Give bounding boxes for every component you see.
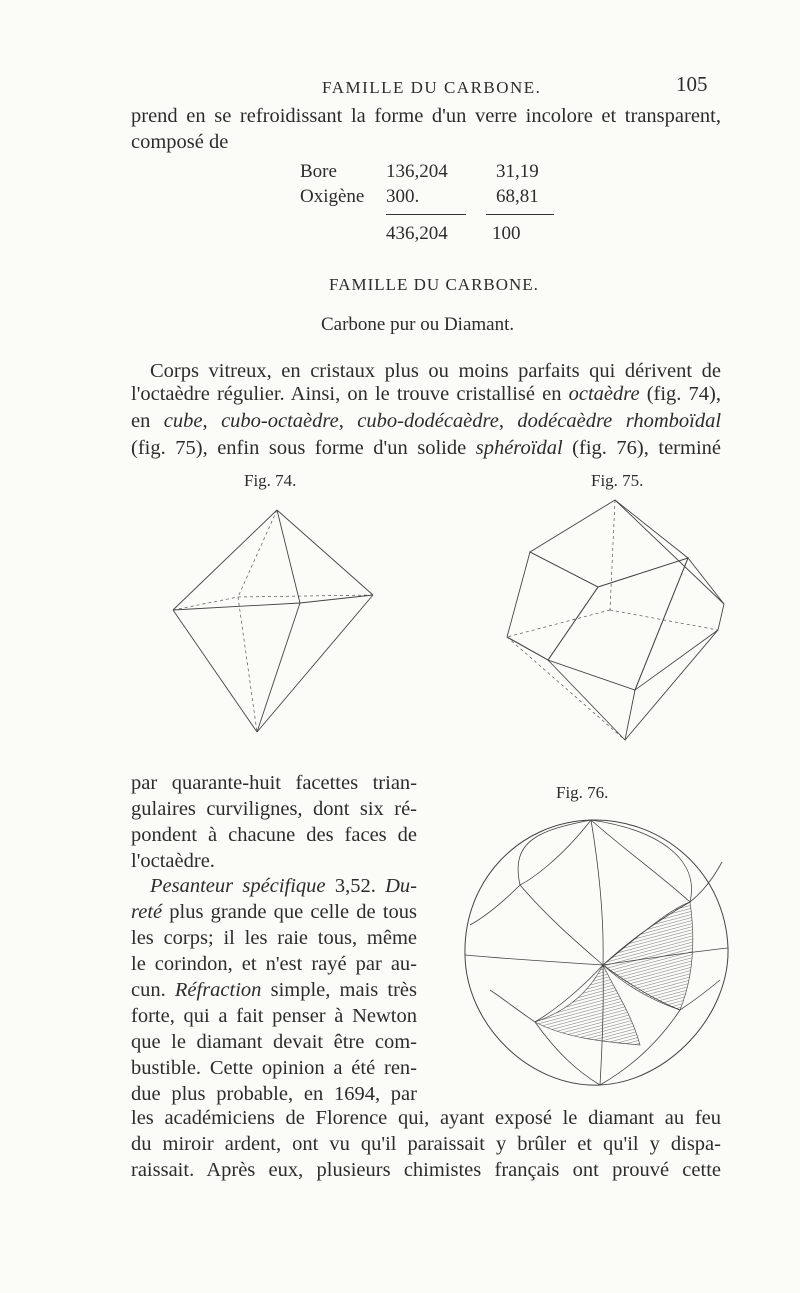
section-subtitle: Carbone pur ou Diamant. bbox=[321, 314, 515, 335]
table-total-weight: 436,204 bbox=[386, 223, 448, 244]
paragraph-line: l'octaèdre régulier. Ainsi, on le trouve cristallisé en octaèdre (fig. 74), bbox=[131, 383, 722, 405]
fig76-label: Fig. 76. bbox=[556, 783, 609, 802]
table-total-percent: 100 bbox=[492, 223, 521, 244]
paragraph-line: pondent à chacune des faces de bbox=[131, 824, 417, 846]
fig75-label: Fig. 75. bbox=[591, 471, 644, 490]
paragraph-line: forte, qui a fait penser à Newton bbox=[131, 1005, 417, 1027]
paragraph-line: due plus probable, en 1694, par bbox=[131, 1083, 417, 1105]
paragraph-line: Pesanteur spécifique 3,52. Du- bbox=[150, 875, 418, 897]
table-row-percent: 68,81 bbox=[496, 186, 539, 207]
intro-line-2: composé de bbox=[131, 131, 229, 153]
table-row-weight: 136,204 bbox=[386, 161, 448, 182]
sum-rule bbox=[386, 214, 466, 215]
table-row-element: Bore bbox=[300, 161, 337, 182]
paragraph-line: l'octaèdre. bbox=[131, 850, 215, 872]
paragraph-line: les académiciens de Florence qui, ayant exposé le diamant au feu bbox=[131, 1107, 721, 1129]
paragraph-line: bustible. Cette opinion a été ren- bbox=[131, 1057, 417, 1079]
table-row-weight: 300. bbox=[386, 186, 420, 207]
section-title: FAMILLE DU CARBONE. bbox=[329, 275, 539, 294]
octahedron-figure bbox=[160, 500, 390, 740]
paragraph-line: gulaires curvilignes, dont six ré- bbox=[131, 798, 417, 820]
paragraph-line: les corps; il les raie tous, même bbox=[131, 927, 417, 949]
fig74-label: Fig. 74. bbox=[244, 471, 297, 490]
spheroid-figure bbox=[458, 815, 748, 1090]
table-row-percent: 31,19 bbox=[496, 161, 539, 182]
paragraph-line: du miroir ardent, ont vu qu'il paraissait y brûler et qu'il y dispa- bbox=[131, 1133, 721, 1155]
intro-line-1: prend en se refroidissant la forme d'un verre incolore et transparent, bbox=[131, 105, 721, 127]
paragraph-line: par quarante-huit facettes trian- bbox=[131, 772, 417, 794]
paragraph-line: en cube, cubo-octaèdre, cubo-dodécaèdre, dodécaèdre rhomboïdal bbox=[131, 410, 722, 432]
table-row-element: Oxigène bbox=[300, 186, 365, 207]
page-number: 105 bbox=[676, 72, 708, 96]
paragraph-line: reté plus grande que celle de tous bbox=[131, 901, 417, 923]
running-title: FAMILLE DU CARBONE. bbox=[322, 78, 542, 97]
paragraph-line: que le diamant devait être com- bbox=[131, 1031, 417, 1053]
sum-rule bbox=[486, 214, 554, 215]
dodecahedron-figure bbox=[495, 490, 735, 765]
paragraph-line: (fig. 75), enfin sous forme d'un solide sphéroïdal (fig. 76), terminé bbox=[131, 437, 721, 459]
paragraph-line: le corindon, et n'est rayé par au- bbox=[131, 953, 417, 975]
paragraph-line: raissait. Après eux, plusieurs chimistes français ont prouvé cette bbox=[131, 1159, 721, 1181]
paragraph-line: cun. Réfraction simple, mais très bbox=[131, 979, 417, 1001]
paragraph-line: Corps vitreux, en cristaux plus ou moins parfaits qui dérivent de bbox=[150, 360, 721, 382]
